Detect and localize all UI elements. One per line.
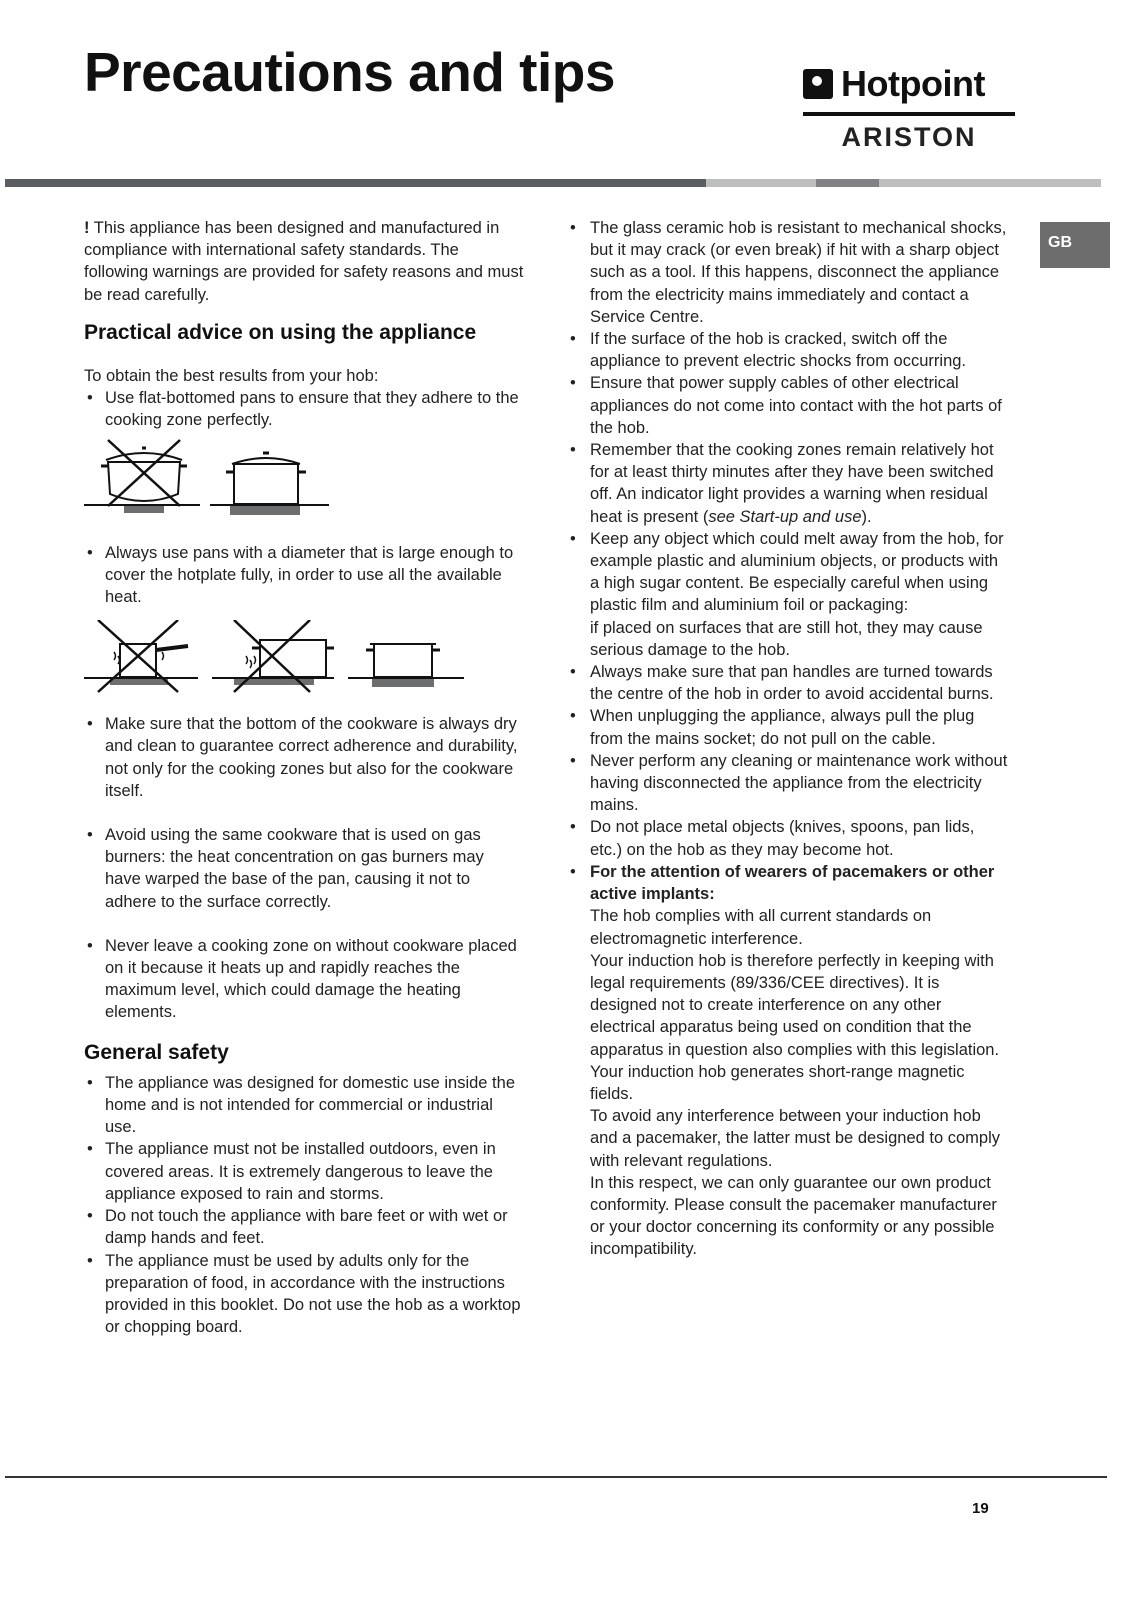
large-zone-pan-crossed-icon [212, 620, 334, 692]
intro-paragraph [84, 217, 524, 306]
list-item: • Use flat-bottomed pans to ensure that they adhere to the cooking zone perfectly. [84, 387, 524, 431]
small-pan-crossed-icon [84, 620, 198, 692]
left-column [84, 217, 524, 1338]
page-title: Precautions and tips [84, 41, 615, 103]
list-item: • If the surface of the hob is cracked, switch off the appliance to prevent electric shocks from occurring. [570, 328, 1010, 372]
practical-heading: Practical advice on using the appliance [84, 320, 477, 344]
general-safety-heading: General safety [84, 1040, 229, 1064]
list-item: • Never perform any cleaning or maintenance work without having disconnected the appliance from the electricity mains. [570, 750, 1010, 817]
pacemaker-para: The hob complies with all current standards on electromagnetic interference. [590, 907, 932, 948]
flat-pan-correct-icon [210, 453, 329, 515]
matched-pan-correct-icon [348, 644, 464, 687]
logo-brand: Hotpoint [841, 63, 985, 104]
intro-text: This appliance has been designed and manufactured in compliance with international safety standards. The following warnings are provided for safety reasons and must be read carefully. [84, 219, 524, 304]
list-item: • Never leave a cooking zone on without cookware placed on it because it heats up and rapidly reaches the maximum level, which could damage the heating elements. [84, 935, 524, 1024]
practical-list-3 [84, 713, 524, 1023]
residual-heat-text: Remember that the cooking zones remain relatively hot for at least thirty minutes after they have been switched off. An indicator light provides a warning when residual heat is present ( [590, 441, 994, 526]
list-item: • When unplugging the appliance, always pull the plug from the mains socket; do not pull on the cable. [570, 705, 1010, 749]
list-item: • Do not place metal objects (knives, spoons, pan lids, etc.) on the hob as they may become hot. [570, 816, 1010, 860]
page-number: 19 [972, 1500, 989, 1517]
melt-text: Keep any object which could melt away from the hob, for example plastic and aluminium objects, or products with a high sugar content. Be especially careful when using plastic film and aluminium foil or packaging: [590, 529, 1004, 615]
pan-size-figure [84, 620, 469, 695]
list-item: • Always make sure that pan handles are turned towards the centre of the hob in order to avoid accidental burns. [570, 661, 1010, 705]
right-column [570, 217, 1010, 1261]
flat-bottom-pans-figure [84, 438, 334, 520]
list-item [570, 528, 1010, 661]
header-bar-dark [5, 179, 706, 187]
pacemaker-para: In this respect, we can only guarantee our own product conformity. Please consult the pacemaker manufacturer or your doctor concerning its conformity or any possible incompatibility. [590, 1173, 997, 1259]
list-item: • The glass ceramic hob is resistant to mechanical shocks, but it may crack (or even break) if hit with a sharp object such as a tool. If this happens, disconnect the appliance from the electricity mains immediately and contact a Service Centre. [570, 217, 1010, 328]
list-item: • Make sure that the bottom of the cookware is always dry and clean to guarantee correct adherence and durability, not only for the cooking zones but also for the cookware itself. [84, 713, 524, 802]
list-item: • The appliance must be used by adults only for the preparation of food, in accordance with the instructions provided in this booklet. Do not use the hob as a worktop or chopping board. [84, 1250, 524, 1339]
logo-rule [803, 112, 1015, 116]
practical-lead: To obtain the best results from your hob: [84, 367, 379, 386]
list-item: • Always use pans with a diameter that is large enough to cover the hotplate fully, in order to use all the available heat. [84, 542, 524, 609]
hotpoint-ariston-logo [803, 64, 1018, 154]
list-item [570, 439, 1010, 528]
start-up-reference: see Start-up and use [708, 507, 862, 526]
header-bar-mid [816, 179, 879, 187]
header-bar-light-end [879, 179, 1101, 187]
residual-close: ). [861, 507, 872, 526]
pacemaker-heading: For the attention of wearers of pacemakers or other active implants: [590, 862, 995, 904]
language-tab: GB [1040, 222, 1110, 268]
list-item: • The appliance was designed for domestic use inside the home and is not intended for commercial or industrial use. [84, 1072, 524, 1139]
pacemaker-para: To avoid any interference between your induction hob and a pacemaker, the latter must be designed to comply with relevant regulations. [590, 1107, 1000, 1170]
general-safety-list [84, 1072, 524, 1338]
list-item: • Ensure that power supply cables of other electrical appliances do not come into contact with the hot parts of the hob. [570, 372, 1010, 439]
header-bar [5, 179, 1121, 187]
warning-mark: ! [84, 219, 90, 237]
practical-list-1 [84, 387, 524, 431]
logo-sub: ARISTON [841, 122, 977, 152]
warped-pan-crossed-icon [84, 440, 200, 513]
header-bar-light [706, 179, 816, 187]
melt-continued: if placed on surfaces that are still hot, they may cause serious damage to the hob. [590, 618, 983, 659]
list-item: • Do not touch the appliance with bare feet or with wet or damp hands and feet. [84, 1205, 524, 1249]
list-item: • The appliance must not be installed outdoors, even in covered areas. It is extremely dangerous to leave the appliance exposed to rain and storms. [84, 1138, 524, 1205]
pacemaker-item [570, 861, 1010, 1261]
practical-list-2 [84, 542, 524, 609]
pacemaker-para: Your induction hob generates short-range magnetic fields. [590, 1062, 965, 1103]
list-item: • Avoid using the same cookware that is used on gas burners: the heat concentration on gas burners may have warped the base of the pan, causing it not to adhere to the surface correctly. [84, 824, 524, 913]
pacemaker-para: Your induction hob is therefore perfectly in keeping with legal requirements (89/336/CEE directives). It is designed not to create interference on any other electrical apparatus being used on condition that the apparatus in question also complies with this legislation. [590, 951, 1000, 1059]
hotpoint-logo-mark-icon [803, 69, 833, 99]
footer-rule [5, 1476, 1107, 1478]
safety-list [570, 217, 1010, 1261]
